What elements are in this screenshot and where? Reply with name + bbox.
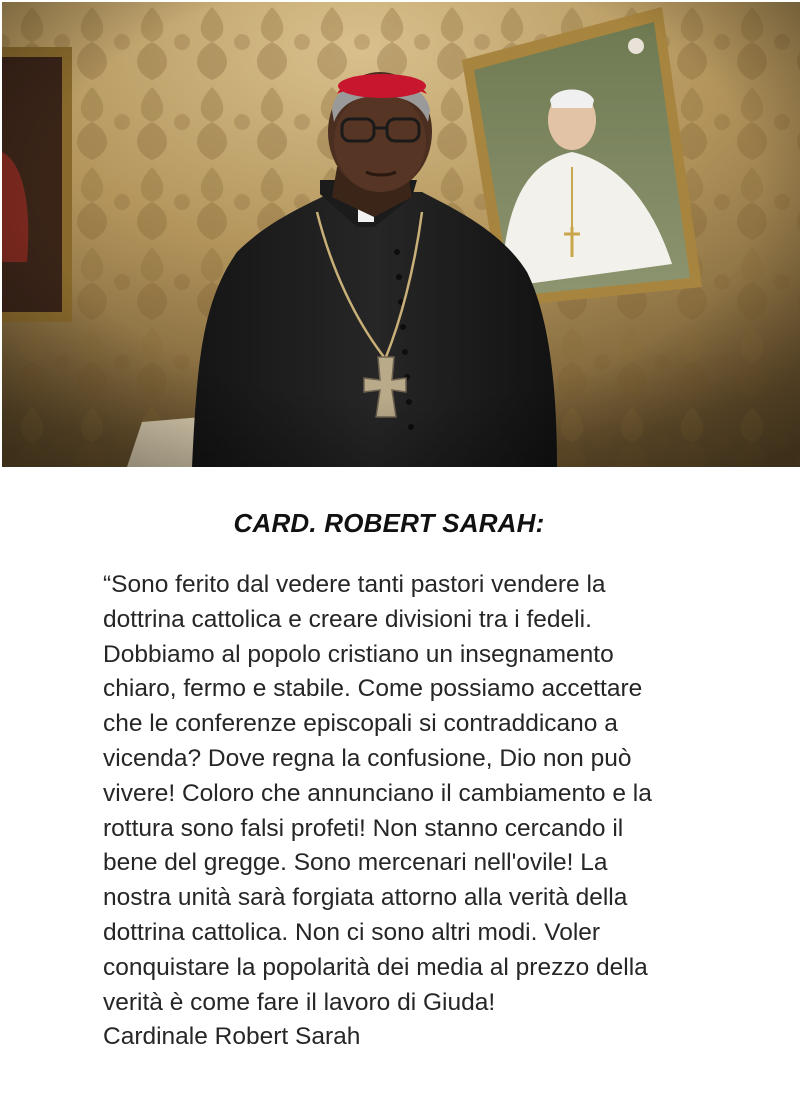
quote-line: nostra unità sarà forgiata attorno alla verità della [103,884,628,912]
quote-signature: Cardinale Robert Sarah [103,1023,361,1051]
quote-line: vicenda? Dove regna la confusione, Dio non può [103,744,632,772]
quote-line: bene del gregge. Sono mercenari nell'ovile! La [103,849,608,877]
quote-text [103,568,783,1055]
quote-line: verità è come fare il lavoro di Giuda! [103,988,496,1016]
quote-line: dottrina cattolica. Non ci sono altri modi. Voler [103,918,601,946]
quote-author-heading: CARD. ROBERT SARAH: [233,508,545,538]
quote-line: “Sono ferito dal vedere tanti pastori vendere la [103,571,606,598]
quote-line: conquistare la popolarità dei media al prezzo della [103,953,648,981]
quote-line: rottura sono falsi profeti! Non stanno cercando il [103,814,624,842]
quote-line: che le conferenze episcopali si contraddicano a [103,710,618,738]
quote-line: chiaro, fermo e stabile. Come possiamo accettare [103,675,643,703]
quote-line: Dobbiamo al popolo cristiano un insegnamento [103,640,614,668]
quote-line: vivere! Coloro che annunciano il cambiamento e la [103,779,652,807]
cardinal-portrait-photo [2,2,800,467]
quote-line: dottrina cattolica e creare divisioni tra i fedeli. [103,605,592,633]
